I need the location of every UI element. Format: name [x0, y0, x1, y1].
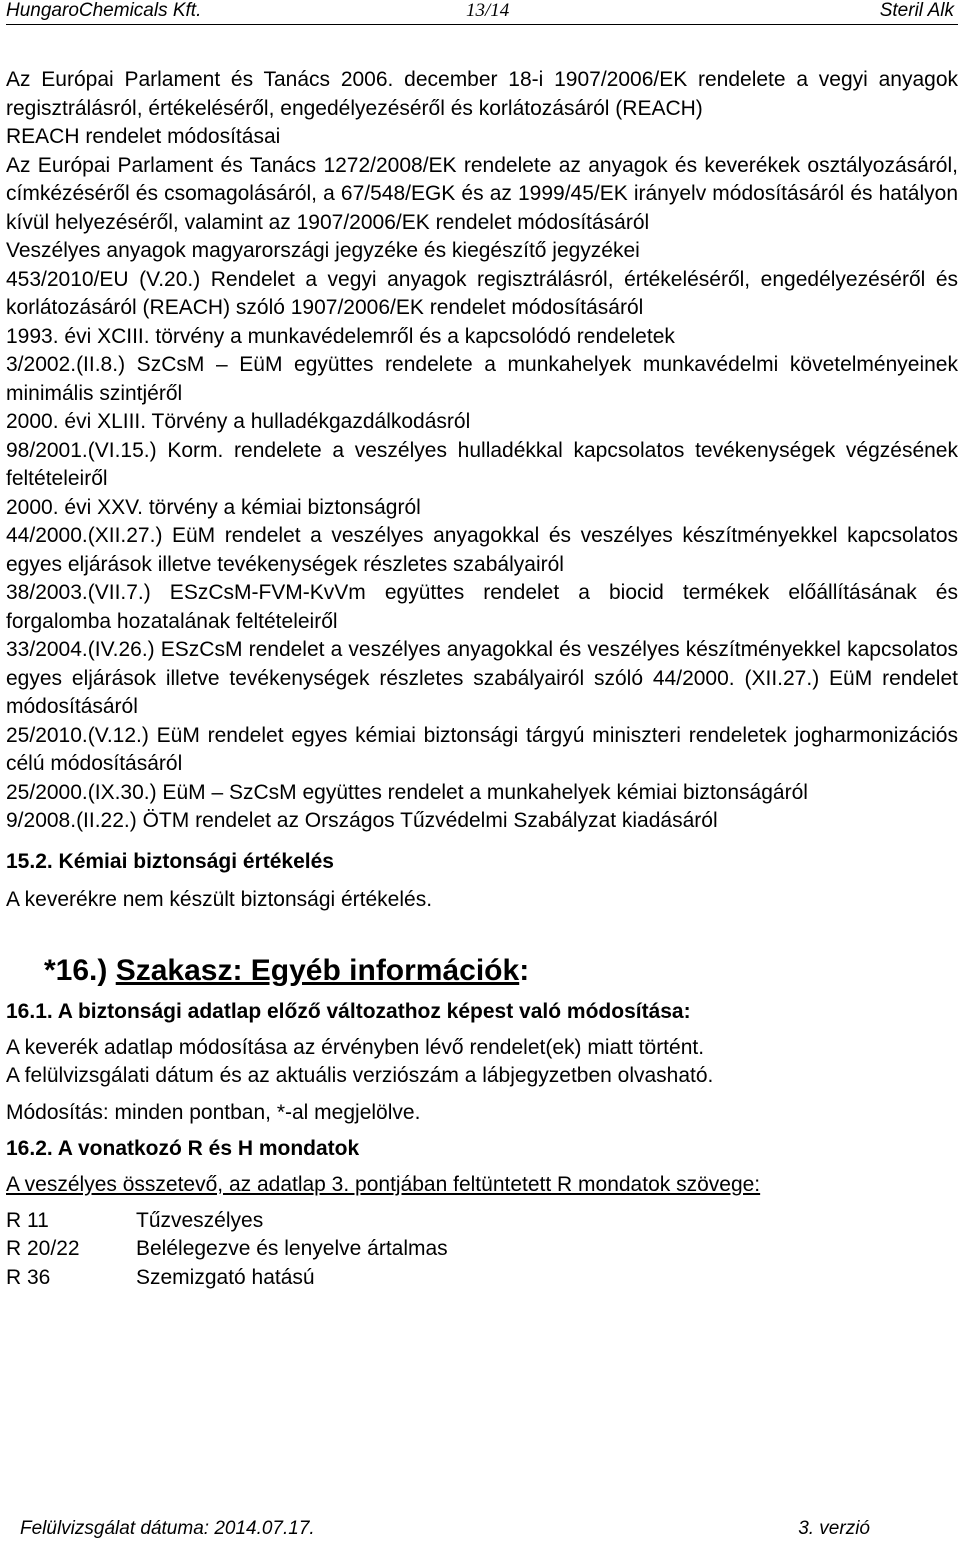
- r-phrases-table: [6, 1207, 448, 1293]
- regulation-item: 2000. évi XLIII. Törvény a hulladékgazdálkodásról: [6, 410, 471, 433]
- page-header: [6, 0, 958, 25]
- regulation-item: 38/2003.(VII.7.) ESzCsM-FVM-KvVm együttes rendelet a biocid termékek előállításának és forgalomba hozatalának feltételeiről: [6, 581, 958, 633]
- regulation-item: Az Európai Parlament és Tanács 1272/2008/EK rendelete az anyagok és keverékek osztályozásáról, címkézéséről és csomagolásáról, a 67/548/EGK és az 1999/45/EK irányelv módosításáról és hatályon kívül helyezéséről, valamint az 1907/2006/EK rendelet módosításáról: [6, 153, 958, 234]
- section-text-16-1-line3: Módosítás: minden pontban, *-al megjelölve.: [6, 1100, 421, 1124]
- section-title-16: [6, 954, 958, 988]
- section-number-16: *16.): [44, 953, 108, 987]
- regulation-item: Veszélyes anyagok magyarországi jegyzéke és kiegészítő jegyzékei: [6, 239, 640, 262]
- r-phrase-text: Szemizgató hatású: [136, 1265, 315, 1289]
- section-title-colon: :: [519, 953, 530, 987]
- section-heading-16-2: 16.2. A vonatkozó R és H mondatok: [6, 1136, 360, 1160]
- header-product: Steril Alk: [879, 0, 954, 21]
- header-company: HungaroChemicals Kft.: [6, 0, 202, 21]
- regulation-list: [6, 66, 958, 836]
- regulation-item: 1993. évi XCIII. törvény a munkavédelemről és a kapcsolódó rendeletek: [6, 324, 675, 348]
- r-phrases-intro: A veszélyes összetevő, az adatlap 3. pontjában feltüntetett R mondatok szövege:: [6, 1172, 761, 1196]
- section-text-16-1-line1: A keverék adatlap módosítása az érvényben lévő rendelet(ek) miatt történt.: [6, 1035, 705, 1059]
- section-heading-15-2: 15.2. Kémiai biztonsági értékelés: [6, 849, 334, 873]
- r-phrase-row: [6, 1207, 448, 1236]
- regulation-item: 3/2002.(II.8.) SzCsM – EüM együttes rendelete a munkahelyek munkavédelmi követelményeinek minimális szintjéről: [6, 353, 958, 405]
- regulation-item: 33/2004.(IV.26.) ESzCsM rendelet a veszélyes anyagokkal és veszélyes készítményekkel kapcsolatos egyes eljárások illetve tevékenységek részletes szabályairól szóló 44/2000. (XII.27.) EüM rendelet módosításáról: [6, 638, 958, 718]
- footer-version: 3. verzió: [798, 1518, 870, 1539]
- r-phrase-code: R 20/22: [6, 1237, 80, 1260]
- r-phrase-text: Belélegezve és lenyelve ártalmas: [136, 1237, 448, 1260]
- regulation-item: Az Európai Parlament és Tanács 2006. december 18-i 1907/2006/EK rendelete a vegyi anyagok regisztrálásról, értékeléséről, engedélyezéséről és korlátozásáról (REACH): [6, 68, 958, 120]
- header-page-number: 13/14: [466, 0, 510, 21]
- section-title-text: Szakasz: Egyéb információk: [115, 953, 520, 987]
- footer-review-date: Felülvizsgálat dátuma: 2014.07.17.: [20, 1518, 315, 1539]
- document-page: [6, 0, 958, 1547]
- regulation-item: 98/2001.(VI.15.) Korm. rendelete a veszélyes hulladékkal kapcsolatos tevékenységek végzésének feltételeiről: [6, 438, 958, 490]
- section-text-16-1-line2: A felülvizsgálati dátum és az aktuális verziószám a lábjegyzetben olvasható.: [6, 1063, 714, 1087]
- r-phrase-code: R 36: [6, 1265, 51, 1289]
- r-phrase-row: [6, 1264, 448, 1293]
- regulation-item: 44/2000.(XII.27.) EüM rendelet a veszélyes anyagokkal és veszélyes készítményekkel kapcsolatos egyes eljárások illetve tevékenységek részletes szabályairól: [6, 524, 958, 576]
- r-phrase-text: Tűzveszélyes: [136, 1208, 264, 1232]
- regulation-item: 2000. évi XXV. törvény a kémiai biztonságról: [6, 495, 421, 519]
- r-phrase-code: R 11: [6, 1208, 49, 1232]
- document-body: [6, 66, 958, 1292]
- section-text-15-2: A keverékre nem készült biztonsági értékelés.: [6, 887, 433, 911]
- r-phrase-row: [6, 1235, 448, 1264]
- regulation-item: 9/2008.(II.22.) ÖTM rendelet az Országos Tűzvédelmi Szabályzat kiadásáról: [6, 809, 718, 832]
- regulation-item: 25/2000.(IX.30.) EüM – SzCsM együttes rendelet a munkahelyek kémiai biztonságáról: [6, 780, 808, 804]
- section-heading-16-1: 16.1. A biztonsági adatlap előző változathoz képest való módosítása:: [6, 999, 691, 1023]
- regulation-item: 25/2010.(V.12.) EüM rendelet egyes kémiai biztonsági tárgyú miniszteri rendeletek jogharmonizációs célú módosításáról: [6, 723, 958, 775]
- regulation-item: 453/2010/EU (V.20.) Rendelet a vegyi anyagok regisztrálásról, értékeléséről, engedélyezéséről és korlátozásáról (REACH) szóló 1907/2006/EK rendelet módosításáról: [6, 267, 958, 319]
- regulation-item: REACH rendelet módosításai: [6, 125, 281, 148]
